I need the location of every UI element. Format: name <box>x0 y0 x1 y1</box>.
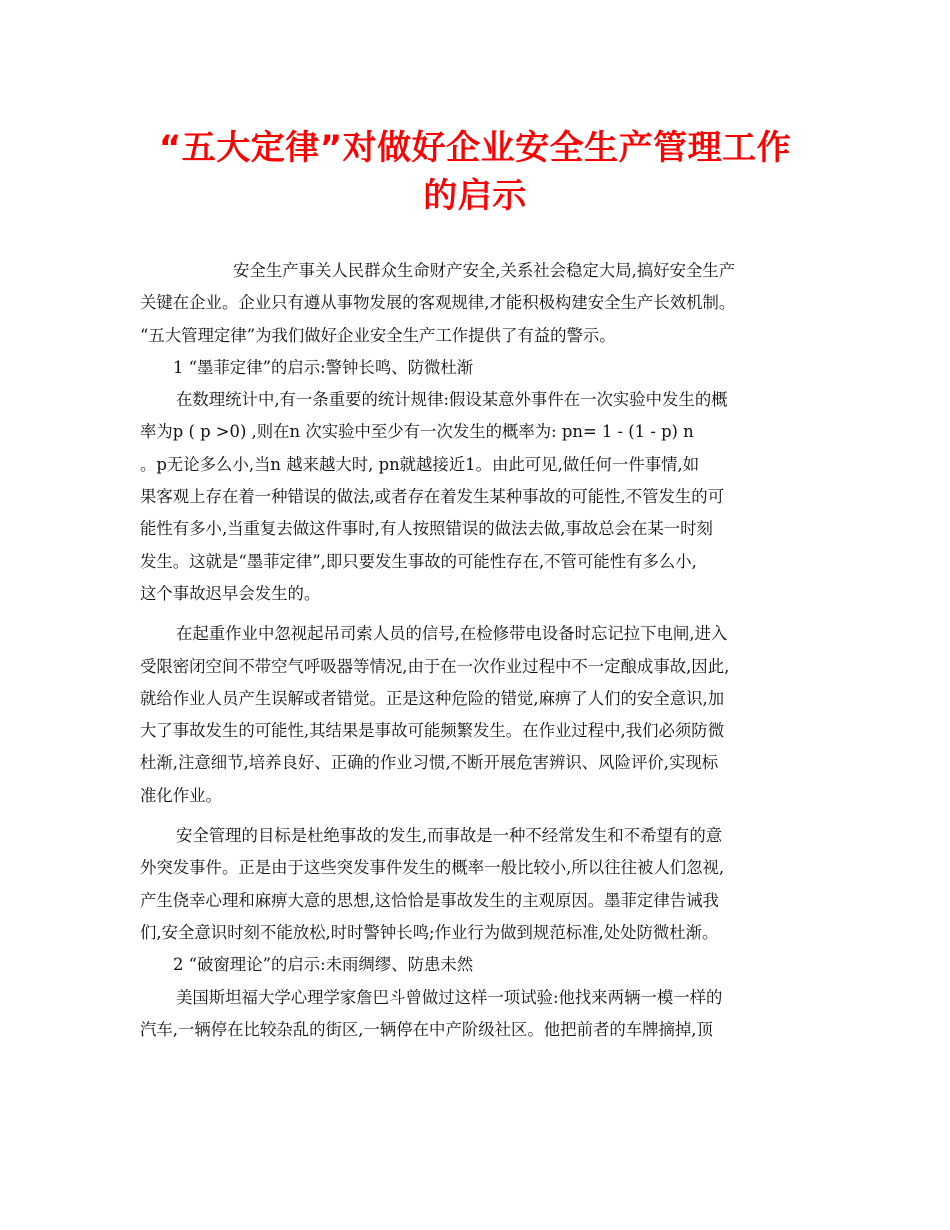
text-line: 美国斯坦福大学心理学家詹巴斗曾做过这样一项试验:他找来两辆一模一样的 <box>176 987 723 1007</box>
text-line: 受限密闭空间不带空气呼吸器等情况,由于在一次作业过程中不一定酿成事故,因此, <box>140 656 730 676</box>
paragraph-2 <box>140 618 820 812</box>
document-title <box>120 124 830 220</box>
section-heading-1: 1 “墨菲定律”的启示:警钟长鸣、防微杜渐 <box>173 357 474 377</box>
text-line: 产生侥幸心理和麻痹大意的思想,这恰恰是事故发生的主观原因。墨菲定律告诫我 <box>140 890 719 910</box>
text-line: 准化作业。 <box>140 785 222 805</box>
title-line-1: “五大定律”对做好企业安全生产管理工作 <box>158 128 792 168</box>
paragraph-3 <box>140 820 820 949</box>
title-line-2: 的启示 <box>423 176 527 216</box>
text-line: 就给作业人员产生误解或者错觉。正是这种危险的错觉,麻痹了人们的安全意识,加 <box>140 688 725 708</box>
paragraph-intro <box>140 255 820 352</box>
text-line: 外突发事件。正是由于这些突发事件发生的概率一般比较小,所以往往被人们忽视, <box>140 858 725 878</box>
text-line: 在起重作业中忽视起吊司索人员的信号,在检修带电设备时忘记拉下电闸,进入 <box>176 624 728 644</box>
text-line: 率为p ( p >0) ,则在n 次实验中至少有一次发生的概率为: pn= 1 - (1 - p) n <box>140 422 694 442</box>
text-line: 这个事故迟早会发生的。 <box>140 583 321 603</box>
text-line: 们,安全意识时刻不能放松,时时警钟长鸣;作业行为做到规范标准,处处防微杜渐。 <box>140 922 719 942</box>
paragraph-1 <box>140 384 820 610</box>
text-line: 安全管理的目标是杜绝事故的发生,而事故是一种不经常发生和不希望有的意 <box>176 826 723 846</box>
document-body <box>140 255 820 1046</box>
section-heading-2: 2 “破窗理论”的启示:未雨绸缪、防患未然 <box>173 955 474 975</box>
text-line: “五大管理定律”为我们做好企业安全生产工作提供了有益的警示。 <box>140 325 616 345</box>
text-line: 大了事故发生的可能性,其结果是事故可能频繁发生。在作业过程中,我们必须防微 <box>140 721 725 741</box>
text-line: 在数理统计中,有一条重要的统计规律:假设某意外事件在一次实验中发生的概 <box>176 390 728 410</box>
text-line: 关键在企业。企业只有遵从事物发展的客观规律,才能积极构建安全生产长效机制。 <box>140 293 736 313</box>
text-line: 。p无论多么小,当n 越来越大时, pn就越接近1。由此可见,做任何一件事情,如 <box>140 454 700 474</box>
paragraph-4 <box>140 982 820 1047</box>
text-line: 杜渐,注意细节,培养良好、正确的作业习惯,不断开展危害辨识、风险评价,实现标 <box>140 753 719 773</box>
text-line: 汽车,一辆停在比较杂乱的街区,一辆停在中产阶级社区。他把前者的车牌摘掉,顶 <box>140 1019 713 1039</box>
text-line: 果客观上存在着一种错误的做法,或者存在着发生某种事故的可能性,不管发生的可 <box>140 487 725 507</box>
text-line: 发生。这就是“墨菲定律”,即只要发生事故的可能性存在,不管可能性有多么小, <box>140 551 697 571</box>
text-line: 能性有多小,当重复去做这件事时,有人按照错误的做法去做,事故总会在某一时刻 <box>140 519 713 539</box>
text-line: 安全生产事关人民群众生命财产安全,关系社会稳定大局,搞好安全生产 <box>233 261 736 280</box>
